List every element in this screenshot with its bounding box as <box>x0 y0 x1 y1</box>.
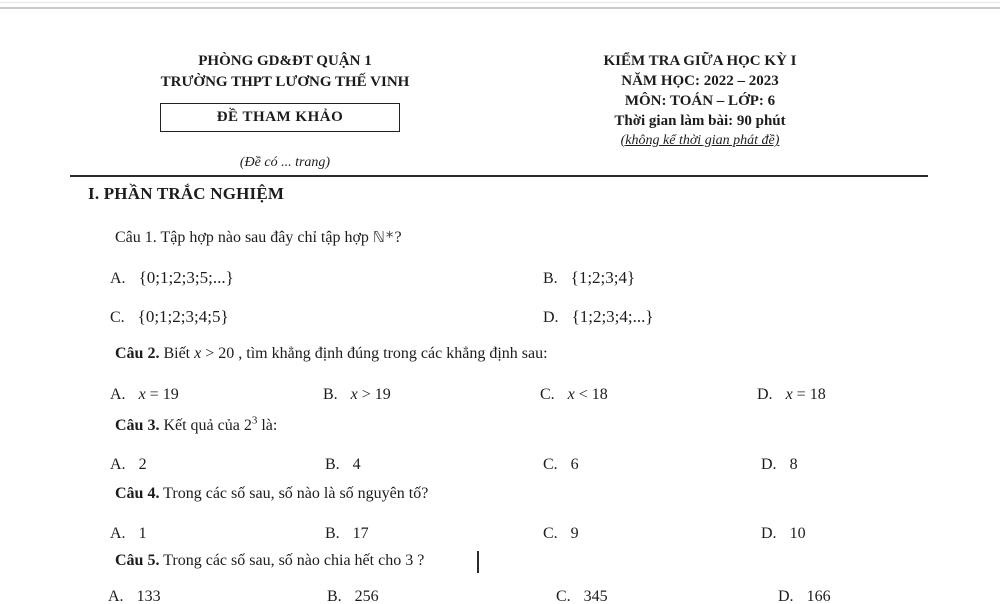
header-divider <box>70 175 928 177</box>
question-5 <box>115 552 424 570</box>
q3-option-c: C. 6 <box>543 456 579 473</box>
q1-option-d: D. {1;2;3;4;...} <box>543 307 654 326</box>
question-1-label: Câu 1. <box>115 229 157 246</box>
question-4-label: Câu 4. <box>115 485 160 502</box>
question-5-text: Trong các số sau, số nào chia hết cho 3 ? <box>163 552 425 569</box>
question-2-post: , tìm khẳng định đúng trong các khẳng định sau: <box>238 345 548 362</box>
section-title: I. PHẦN TRẮC NGHIỆM <box>88 184 285 203</box>
q5-option-b: B. 256 <box>327 588 379 604</box>
school-year: NĂM HỌC: 2022 – 2023 <box>621 73 779 89</box>
q1-option-a: A. {0;1;2;3;5;...} <box>110 268 234 287</box>
q3-option-d: D. 8 <box>761 456 798 473</box>
question-1-text: Tập hợp nào sau đây chỉ tập hợp <box>160 229 369 246</box>
q1-option-b: B. {1;2;3;4} <box>543 268 636 287</box>
duration-note: (không kể thời gian phát đề) <box>620 133 780 148</box>
subject-grade: MÔN: TOÁN – LỚP: 6 <box>624 93 776 109</box>
school-name: TRƯỜNG THPT LƯƠNG THẾ VINH <box>160 74 410 90</box>
exam-type-label: ĐỀ THAM KHẢO <box>216 109 344 125</box>
q5-option-c: C. 345 <box>556 588 608 604</box>
q2-option-b: B. x > 19 <box>323 386 391 403</box>
question-1 <box>115 228 402 247</box>
q5-option-d: D. 166 <box>778 588 831 604</box>
power-expression: $2^3$ <box>243 414 258 434</box>
exam-type-box <box>160 103 400 132</box>
natural-numbers-symbol: ℕ* <box>372 228 395 246</box>
q4-option-b: B. 17 <box>325 525 369 542</box>
question-2-rel: > 20 <box>205 345 235 362</box>
question-2-pre: Biết <box>163 345 191 362</box>
exam-duration: Thời gian làm bài: 90 phút <box>614 113 786 129</box>
question-3-pre: Kết quả của <box>163 417 240 434</box>
page-top-border <box>0 7 1000 9</box>
question-1-suffix: ? <box>394 229 402 246</box>
question-5-label: Câu 5. <box>115 552 160 569</box>
exam-title: KIỂM TRA GIỮA HỌC KỲ I <box>603 53 797 69</box>
question-3 <box>115 414 278 435</box>
question-4 <box>115 485 428 503</box>
question-3-post: là: <box>261 417 278 434</box>
q3-option-a: A. 2 <box>110 456 147 473</box>
q4-option-c: C. 9 <box>543 525 579 542</box>
exam-info-block <box>540 51 860 151</box>
question-4-text: Trong các số sau, số nào là số nguyên tố? <box>163 485 429 502</box>
page-top-edge-line <box>0 2 1000 3</box>
question-2-label: Câu 2. <box>115 345 160 362</box>
text-cursor <box>477 551 479 573</box>
q3-option-b: B. 4 <box>325 456 361 473</box>
q2-option-a: A. x = 19 <box>110 386 179 403</box>
question-3-label: Câu 3. <box>115 417 160 434</box>
pages-note: (Đề có ... trang) <box>239 155 331 170</box>
q2-option-d: D. x = 18 <box>757 386 826 403</box>
q4-option-d: D. 10 <box>761 525 806 542</box>
q1-option-c: C. {0;1;2;3;4;5} <box>110 307 229 326</box>
school-header-block <box>110 51 460 93</box>
department-name: PHÒNG GD&ĐT QUẬN 1 <box>198 53 372 69</box>
q5-option-a: A. 133 <box>108 588 161 604</box>
q4-option-a: A. 1 <box>110 525 147 542</box>
q2-option-c: C. x < 18 <box>540 386 608 403</box>
question-2 <box>115 345 548 363</box>
question-2-var: x <box>194 345 202 362</box>
